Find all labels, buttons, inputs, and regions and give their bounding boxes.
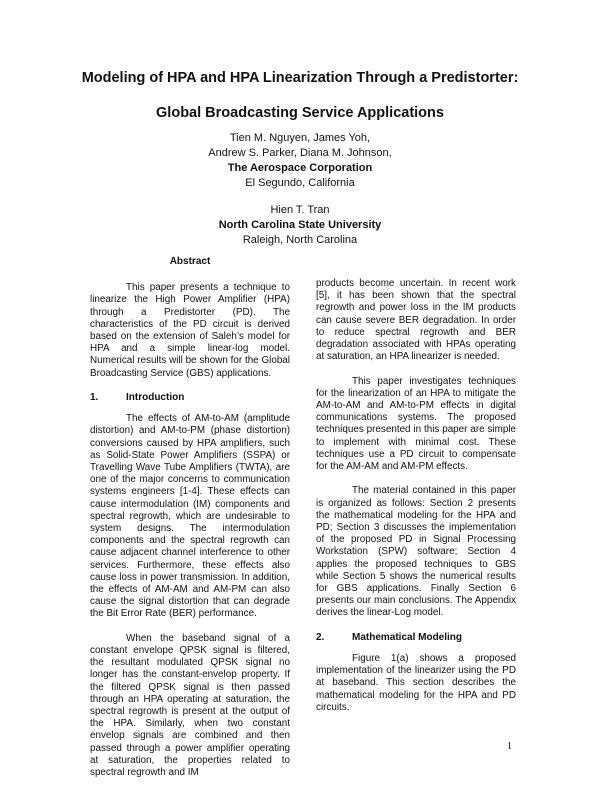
- section-title: Introduction: [126, 392, 185, 404]
- author-affiliation-2: North Carolina State University: [218, 219, 382, 231]
- section-heading-introduction: [90, 392, 290, 404]
- author-names-1: Tien M. Nguyen, James Yoh,: [229, 132, 371, 144]
- math-paragraph-1: Figure 1(a) shows a proposed implementation of the linearizer using the PD at baseband. This section describes the mathematical modeling for the HPA and PD circuits.: [316, 653, 516, 713]
- page-number: 1: [507, 741, 512, 752]
- left-column: [90, 256, 290, 791]
- author-location-2: Raleigh, North Carolina: [242, 234, 358, 246]
- intro-paragraph-2-continued: products become uncertain. In recent work [5], it has been shown that the spectral regrowth and power loss in the IM products can cause severe BER degradation. In order to reduce spectral regrowth and BER degradation associated with HPAs operating at saturation, an HPA linearizer is needed.: [316, 278, 516, 363]
- section-heading-mathematical-modeling: [316, 632, 516, 644]
- section-number: 1.: [90, 392, 99, 404]
- right-column: [316, 278, 516, 726]
- author-names-2: Andrew S. Parker, Diana M. Johnson,: [208, 147, 392, 159]
- author-location-1: El Segundo, California: [245, 177, 355, 189]
- section-title: Mathematical Modeling: [352, 631, 463, 643]
- author-block: [0, 131, 600, 248]
- intro-paragraph-2: When the baseband signal of a constant envelope QPSK signal is filtered, the resultant modulated QPSK signal no longer has the constant-envelop property. If the filtered QPSK signal is then passed through an HPA operating at saturation, the spectral regrowth is present at the output of the HPA. Similarly, when two constant envelop signals are combined and then passed through a power amplifier operating at saturation, the properties related to spectral regrowth and IM: [90, 632, 290, 779]
- abstract-text: This paper presents a technique to linearize the High Power Amplifier (HPA) through a Predistorter (PD). The characteristics of the PD circuit is derived based on the extension of Saleh’s model for HPA and a simple linear-log model. Numerical results will be shown for the Global Broadcasting Service (GBS) applications.: [90, 282, 290, 379]
- author-name-3: Hien T. Tran: [270, 204, 330, 216]
- intro-paragraph-1: The effects of AM-to-AM (amplitude distortion) and AM-to-PM (phase distortion) conversions caused by HPA amplifiers, such as Solid-State Power Amplifiers (SSPA) or Travelling Wave Tube Amplifiers (TWTA), are one of the major concerns to communication systems engineers [1-4]. These effects can cause intermodulation (IM) components and spectral regrowth, which are undesirable to system designs. The intermodulation components and the spectral regrowth can cause adjacent channel interference to other services. Furthermore, these effects also cause loss in power transmission. In addition, the effects of AM-AM and AM-PM can also cause the signal distortion that can degrade the Bit Error Rate (BER) performance.: [90, 413, 290, 620]
- paper-title-line-2: Global Broadcasting Service Applications: [156, 105, 444, 121]
- intro-paragraph-3: This paper investigates techniques for the linearization of an HPA to mitigate the AM-to-AM and AM-to-PM effects in digital communications systems. The proposed techniques presented in this paper are simple to implement with minimal cost. These techniques use a PD circuit to compensate for the AM-AM and AM-PM effects.: [316, 375, 516, 473]
- section-number: 2.: [316, 631, 325, 643]
- intro-paragraph-4: The material contained in this paper is organized as follows: Section 2 presents the mathematical modeling for the HPA and PD; Section 3 discusses the implementation of the proposed PD in Signal Processing Workstation (SPW) software; Section 4 applies the proposed techniques to GBS while Section 5 shows the numerical results for GBS applications. Finally Section 6 presents our main conclusions. The Appendix derives the linear-Log model.: [316, 485, 516, 619]
- paper-title-line-1: Modeling of HPA and HPA Linearization Through a Predistorter:: [81, 70, 519, 86]
- author-affiliation-1: The Aerospace Corporation: [227, 162, 373, 174]
- abstract-heading: Abstract: [169, 256, 211, 267]
